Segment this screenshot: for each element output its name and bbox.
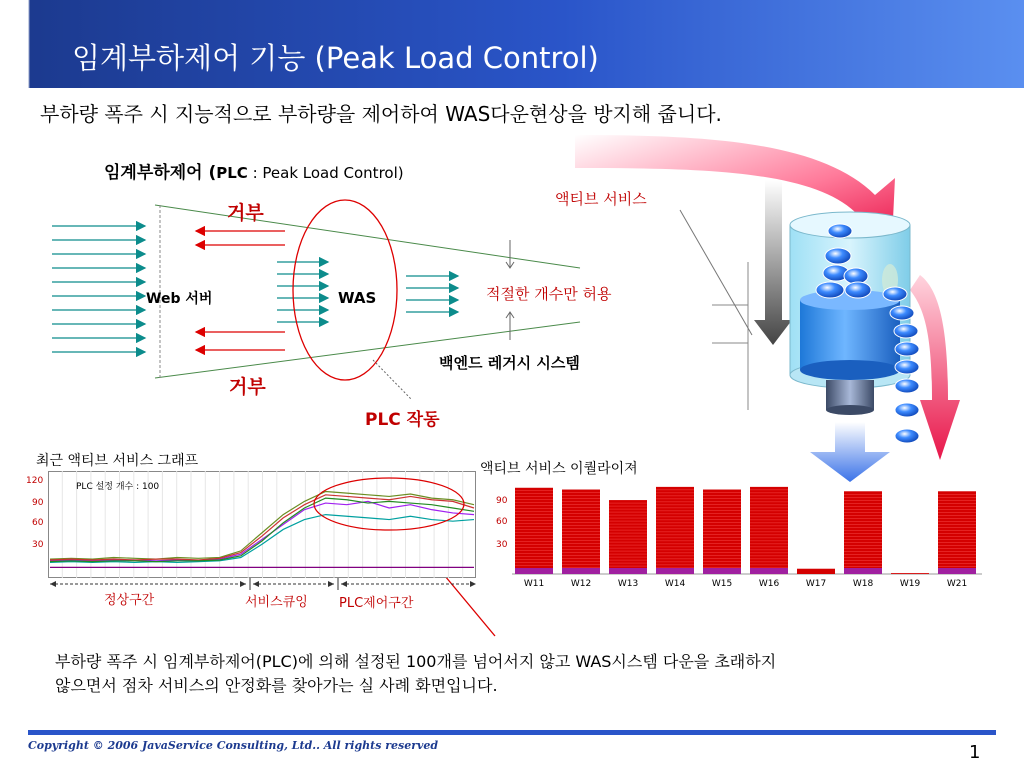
- x-tick-label: W19: [899, 579, 921, 589]
- x-tick-label: W16: [758, 579, 780, 589]
- allowed-label: 적절한 개수만 허용: [486, 285, 612, 303]
- x-tick-label: W21: [946, 579, 968, 589]
- x-tick-label: W15: [711, 579, 733, 589]
- bar-low-segment: [562, 568, 600, 574]
- x-tick-label: W13: [617, 579, 639, 589]
- x-tick-label: W12: [570, 579, 592, 589]
- bar-W16: [750, 487, 788, 574]
- footer-divider: [28, 730, 996, 735]
- reject-label-bottom: 거부: [229, 376, 266, 398]
- graph2-y-tick: 90: [496, 496, 508, 506]
- diagram-heading: 임계부하제어 (PLC : Peak Load Control): [104, 163, 404, 183]
- blue-down-arrow: [810, 422, 890, 482]
- equalizer-chart: [512, 482, 984, 592]
- active-service-pointer: [680, 210, 752, 335]
- was-requests: [277, 262, 328, 322]
- graph1-y-tick: 30: [32, 540, 44, 550]
- gray-down-arrow: [754, 180, 792, 345]
- cylinder-scale: [712, 262, 748, 410]
- bar-low-segment: [938, 568, 976, 574]
- x-tick-label: W18: [852, 579, 874, 589]
- caption-line-1: 부하량 폭주 시 임계부하제어(PLC)에 의해 설정된 100개를 넘어서지 않고 WAS시스템 다운을 초래하지: [55, 652, 777, 671]
- graph2-y-tick: 60: [496, 517, 508, 527]
- plc-pointer: [373, 360, 412, 400]
- example-caption: [55, 650, 776, 698]
- bar-W14: [656, 487, 694, 574]
- phase-normal: 정상구간: [104, 593, 155, 608]
- bar-low-segment: [656, 568, 694, 574]
- graph1-y-tick: 120: [26, 476, 44, 486]
- graph2-y-tick: 30: [496, 540, 508, 550]
- page-number: 1: [969, 742, 981, 763]
- incoming-requests: [52, 226, 145, 352]
- reject-label-top: 거부: [227, 202, 264, 224]
- caption-line-2: 않으면서 점차 서비스의 안정화를 찾아가는 실 사례 화면입니다.: [55, 676, 498, 695]
- bar-W17: [797, 569, 835, 574]
- graph1-y-tick: 60: [32, 518, 44, 528]
- bar-low-segment: [609, 568, 647, 574]
- x-tick-label: W14: [664, 579, 686, 589]
- bar-W21: [938, 491, 976, 574]
- bar-low-segment: [703, 568, 741, 574]
- active-service-label: 액티브 서비스: [555, 190, 647, 208]
- slide-subtitle: 부하량 폭주 시 지능적으로 부하량을 제어하여 WAS다운현상을 방지해 줍니다.: [40, 102, 722, 126]
- was-label: WAS: [338, 289, 377, 307]
- backend-label: 백엔드 레거시 시스템: [439, 354, 580, 372]
- web-server-label: Web 서버: [146, 291, 213, 307]
- copyright: Copyright © 2006 JavaService Consulting, Ltd.. All rights reserved: [28, 739, 439, 752]
- bar-low-segment: [515, 568, 553, 574]
- bar-low-segment: [750, 568, 788, 574]
- phase-queuing: 서비스큐잉: [245, 595, 308, 610]
- plc-action-label: PLC 작동: [365, 410, 440, 430]
- graph2-caption: 액티브 서비스 이퀄라이져: [480, 461, 638, 477]
- bar-W19: [891, 573, 929, 574]
- backend-requests: [406, 276, 458, 312]
- funnel-top-line: [155, 205, 580, 268]
- slide-title: 임계부하제어 기능 (Peak Load Control): [72, 41, 599, 75]
- rejected-requests-top: [196, 231, 285, 245]
- bar-W18: [844, 491, 882, 574]
- x-tick-label: W11: [523, 579, 545, 589]
- graph1-caption: 최근 액티브 서비스 그래프: [36, 453, 199, 469]
- bar-low-segment: [844, 568, 882, 574]
- bar-W11: [515, 488, 553, 574]
- phase-plc-control: PLC제어구간: [339, 596, 414, 611]
- graph1-y-tick: 90: [32, 498, 44, 508]
- plc-setting-label: PLC 설정 개수 : 100: [76, 482, 160, 492]
- x-tick-label: W17: [805, 579, 827, 589]
- rejected-requests-bottom: [196, 332, 285, 350]
